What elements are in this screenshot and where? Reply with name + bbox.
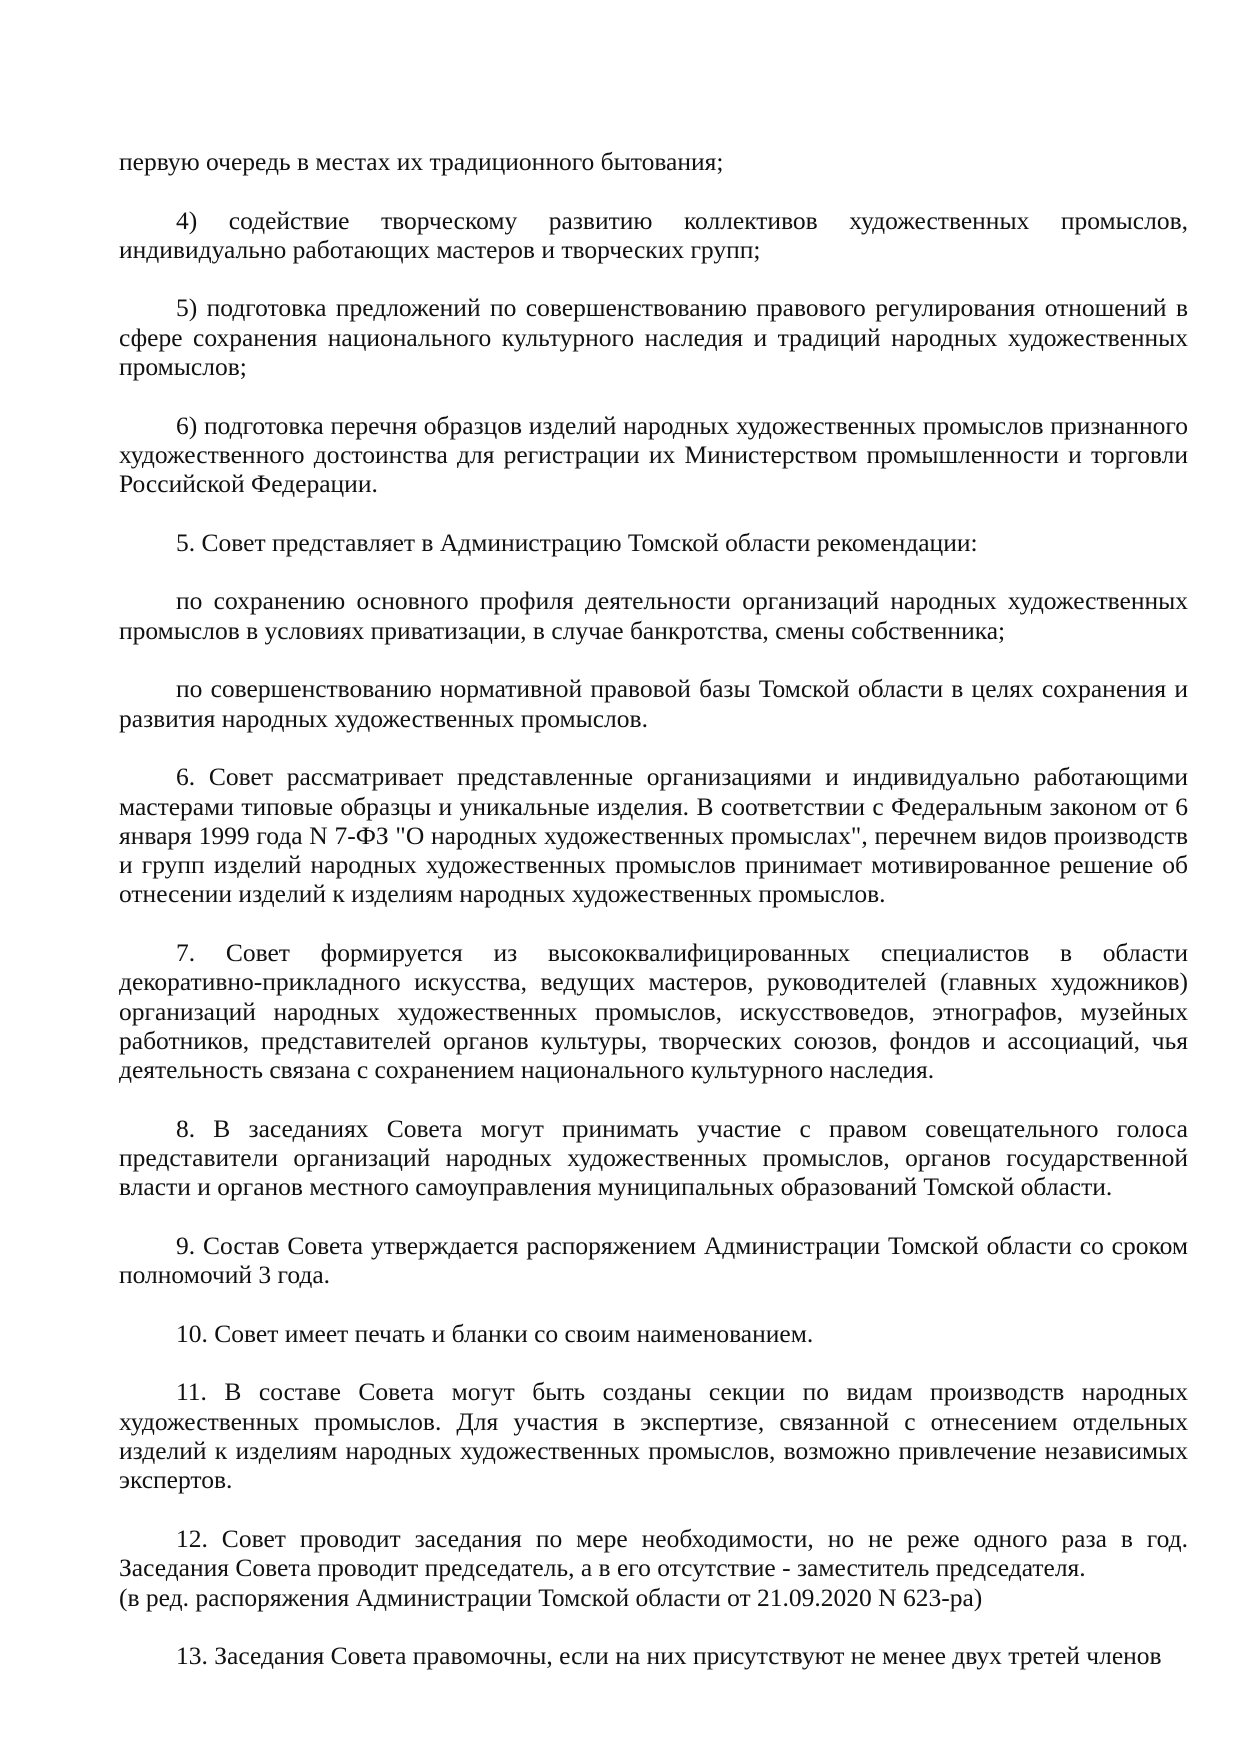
text-line: индивидуально работающих мастеров и творческих групп; — [119, 234, 761, 264]
text-line: 8. В заседаниях Совета могут принимать участие с правом совещательного голоса — [176, 1113, 1188, 1143]
text-line: 7. Совет формируется из высококвалифицированных специалистов в области — [176, 938, 1188, 968]
paragraph — [119, 1583, 1188, 1612]
text-line: января 1999 года N 7-ФЗ "О народных художественных промыслах", перечнем видов производств — [119, 820, 1188, 850]
text-line: 5) подготовка предложений по совершенствованию правового регулирования отношений в — [176, 293, 1188, 323]
text-line: 4) содействие творческому развитию коллективов художественных промыслов, — [176, 205, 1188, 235]
text-line: художественного достоинства для регистрации их Министерством промышленности и торговли — [119, 439, 1188, 469]
text-line: по сохранению основного профиля деятельности организаций народных художественных — [176, 586, 1188, 616]
text-line: первую очередь в местах их традиционного бытования; — [119, 147, 724, 176]
text-line: экспертов. — [119, 1465, 233, 1495]
paragraph — [119, 1231, 1188, 1290]
text-line: 10. Совет имеет печать и бланки со своим наименованием. — [176, 1318, 814, 1348]
text-line: 6. Совет рассматривает представленные организациями и индивидуально работающими — [176, 762, 1188, 792]
text-line: по совершенствованию нормативной правовой базы Томской области в целях сохранения и — [176, 674, 1188, 704]
text-line: декоративно-прикладного искусства, ведущих мастеров, руководителей (главных художников) — [119, 967, 1188, 997]
paragraph — [119, 1114, 1188, 1202]
text-line: изделий к изделиям народных художественных промыслов, возможно привлечение независимых — [119, 1436, 1188, 1466]
paragraph — [119, 293, 1188, 381]
text-line: (в ред. распоряжения Администрации Томской области от 21.09.2020 N 623-ра) — [119, 1582, 983, 1612]
paragraph — [119, 586, 1188, 645]
text-line: 13. Заседания Совета правомочны, если на них присутствуют не менее двух третей членов — [176, 1641, 1162, 1671]
text-line: Заседания Совета проводит председатель, а в его отсутствие - заместитель председателя. — [119, 1553, 1086, 1583]
text-line: власти и органов местного самоуправления муниципальных образований Томской области. — [119, 1172, 1113, 1202]
text-line: мастерами типовые образцы и уникальные изделия. В соответствии с Федеральным законом от 6 — [119, 791, 1188, 821]
text-line: работников, представителей органов культуры, творческих союзов, фондов и ассоциаций, чья — [119, 1025, 1188, 1055]
paragraph — [119, 1641, 1188, 1670]
text-line: сфере сохранения национального культурного наследия и традиций народных художественных — [119, 322, 1188, 352]
text-line: деятельность связана с сохранением национального культурного наследия. — [119, 1055, 935, 1085]
text-line: промыслов; — [119, 352, 247, 382]
paragraph — [119, 206, 1188, 265]
paragraph — [119, 1377, 1188, 1494]
text-line: 9. Состав Совета утверждается распоряжением Администрации Томской области со сроком — [176, 1230, 1188, 1260]
text-line: 6) подготовка перечня образцов изделий народных художественных промыслов признанного — [176, 410, 1188, 440]
text-line: полномочий 3 года. — [119, 1260, 331, 1290]
text-line: отнесении изделий к изделиям народных художественных промыслов. — [119, 879, 886, 909]
paragraph — [119, 411, 1188, 499]
text-line: Российской Федерации. — [119, 469, 378, 499]
text-line: организаций народных художественных промыслов, искусствоведов, этнографов, музейных — [119, 996, 1188, 1026]
paragraph — [119, 674, 1188, 733]
paragraph — [119, 1524, 1188, 1583]
text-line: и групп изделий народных художественных промыслов принимает мотивированное решение об — [119, 850, 1188, 880]
text-line: художественных промыслов. Для участия в экспертизе, связанной с отнесением отдельных — [119, 1406, 1188, 1436]
paragraph — [119, 528, 1188, 557]
paragraph — [119, 938, 1188, 1084]
text-line: 11. В составе Совета могут быть созданы секции по видам производств народных — [176, 1377, 1188, 1407]
paragraph — [119, 762, 1188, 908]
text-line: 5. Совет представляет в Администрацию Томской области рекомендации: — [176, 527, 978, 557]
text-line: промыслов в условиях приватизации, в случае банкротства, смены собственника; — [119, 615, 1006, 645]
paragraph — [119, 147, 1188, 176]
document-page — [119, 147, 1188, 1700]
text-line: 12. Совет проводит заседания по мере необходимости, но не реже одного раза в год. — [176, 1523, 1188, 1553]
text-line: развития народных художественных промыслов. — [119, 703, 648, 733]
text-line: представители организаций народных художественных промыслов, органов государственной — [119, 1143, 1188, 1173]
paragraph — [119, 1319, 1188, 1348]
